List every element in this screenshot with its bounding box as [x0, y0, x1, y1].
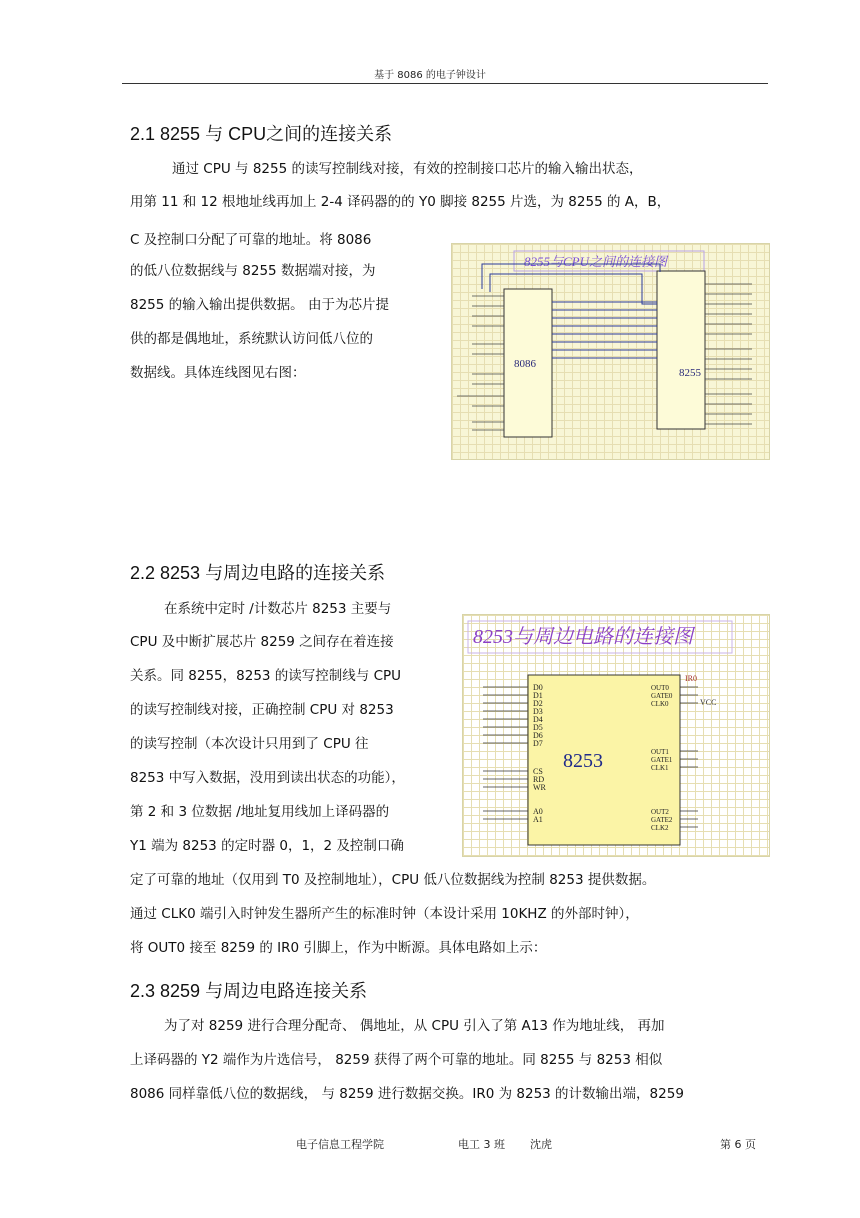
pin-label-left: D3	[533, 707, 543, 716]
paragraph-line: 供的都是偶地址，系统默认访问低八位的	[130, 331, 373, 347]
pin-label-right: CLK1	[651, 764, 669, 772]
pin-label-right: GATE0	[651, 692, 673, 700]
figure-title: 8255与CPU之间的连接图	[524, 254, 668, 269]
paragraph-line: 通过 CPU 与 8255 的读写控制线对接，有效的控制接口芯片的输入输出状态，	[172, 161, 643, 177]
paragraph-line: 的读写控制（本次设计只用到了 CPU 往	[130, 736, 369, 752]
pin-label-right: OUT1	[651, 748, 669, 756]
paragraph-line: 将 OUT0 接至 8259 的 IR0 引脚上，作为中断源。具体电路如上示：	[130, 940, 547, 956]
pin-label-right: GATE2	[651, 816, 673, 824]
pin-label-left: A0	[533, 807, 543, 816]
pin-label-left: D6	[533, 731, 543, 740]
pin-label-left: D5	[533, 723, 543, 732]
pin-label-right: OUT2	[651, 808, 669, 816]
section-2-2-heading: 2.2 8253 与周边电路的连接关系	[130, 563, 386, 583]
paragraph-line: 数据线。具体连线图见右图：	[130, 365, 306, 381]
pin-label-left: D2	[533, 699, 543, 708]
paragraph-line: 关系。同 8255，8253 的读写控制线与 CPU	[130, 668, 402, 684]
footer-school: 电子信息工程学院	[296, 1138, 384, 1151]
paragraph-line: 定了可靠的地址（仅用到 T0 及控制地址），CPU 低八位数据线为控制 8253 提供数据。	[130, 872, 656, 888]
paragraph-line: 上译码器的 Y2 端作为片选信号， 8259 获得了两个可靠的地址。同 8255 与 8253 相似	[130, 1052, 663, 1068]
chip-8255-label: 8255	[679, 367, 701, 379]
paragraph-line: 的读写控制线对接，正确控制 CPU 对 8253	[130, 702, 394, 718]
pin-label-left: D1	[533, 691, 543, 700]
figure-title: 8253与周边电路的连接图	[473, 626, 693, 648]
footer-author: 沈虎	[530, 1138, 552, 1151]
section-2-1-heading: 2.1 8255 与 CPU之间的连接关系	[130, 124, 393, 144]
pin-label-right: CLK2	[651, 824, 669, 832]
paragraph-line: 为了对 8259 进行合理分配奇、 偶地址，从 CPU 引入了第 A13 作为地址线， 再加	[164, 1018, 665, 1034]
pin-label-left: CS	[533, 767, 543, 776]
paragraph-line: Y1 端为 8253 的定时器 0，1，2 及控制口确	[130, 838, 404, 854]
pin-label-left: D7	[533, 739, 543, 748]
footer-page: 第 6 页	[720, 1138, 756, 1151]
ir0-label: IR0	[685, 674, 697, 683]
pin-label-left: RD	[533, 775, 545, 784]
vcc-label: VCC	[700, 698, 717, 707]
pin-label-right: OUT0	[651, 684, 669, 692]
running-header: 基于 8086 的电子钟设计	[374, 70, 486, 81]
paragraph-line: CPU 及中断扩展芯片 8259 之间存在着连接	[130, 634, 394, 650]
paragraph-line: 8253 中写入数据，没用到读出状态的功能），	[130, 770, 405, 786]
chip-8255	[657, 271, 705, 429]
paragraph-line: 在系统中定时 /计数芯片 8253 主要与	[164, 601, 392, 617]
paragraph-line: C 及控制口分配了可靠的地址。将 8086	[130, 232, 372, 248]
pin-label-left: A1	[533, 815, 543, 824]
paragraph-line: 通过 CLK0 端引入时钟发生器所产生的标准时钟（本设计采用 10KHZ 的外部时钟），	[130, 906, 639, 922]
pin-label-right: GATE1	[651, 756, 673, 764]
chip-8253-label: 8253	[563, 750, 603, 772]
footer-class: 电工 3 班	[458, 1138, 505, 1151]
chip-8086-label: 8086	[514, 358, 536, 370]
pin-label-left: D4	[533, 715, 543, 724]
section-2-3-heading: 2.3 8259 与周边电路连接关系	[130, 981, 368, 1001]
paragraph-line: 第 2 和 3 位数据 /地址复用线加上译码器的	[130, 804, 390, 820]
paragraph-line: 8086 同样靠低八位的数据线， 与 8259 进行数据交换。IR0 为 8253 的计数输出端，8259	[130, 1086, 684, 1102]
figure-8255-cpu	[451, 243, 770, 460]
pin-label-left: WR	[533, 783, 546, 792]
pin-label-right: CLK0	[651, 700, 669, 708]
header-rule	[122, 83, 768, 84]
pin-label-left: D0	[533, 683, 543, 692]
paragraph-line: 用第 11 和 12 根地址线再加上 2-4 译码器的的 Y0 脚接 8255 片选，为 8255 的 A，B，	[130, 194, 671, 210]
paragraph-line: 8255 的输入输出提供数据。 由于为芯片提	[130, 297, 389, 313]
paragraph-line: 的低八位数据线与 8255 数据端对接，为	[130, 263, 376, 279]
figure-8253-circuit	[462, 614, 770, 857]
